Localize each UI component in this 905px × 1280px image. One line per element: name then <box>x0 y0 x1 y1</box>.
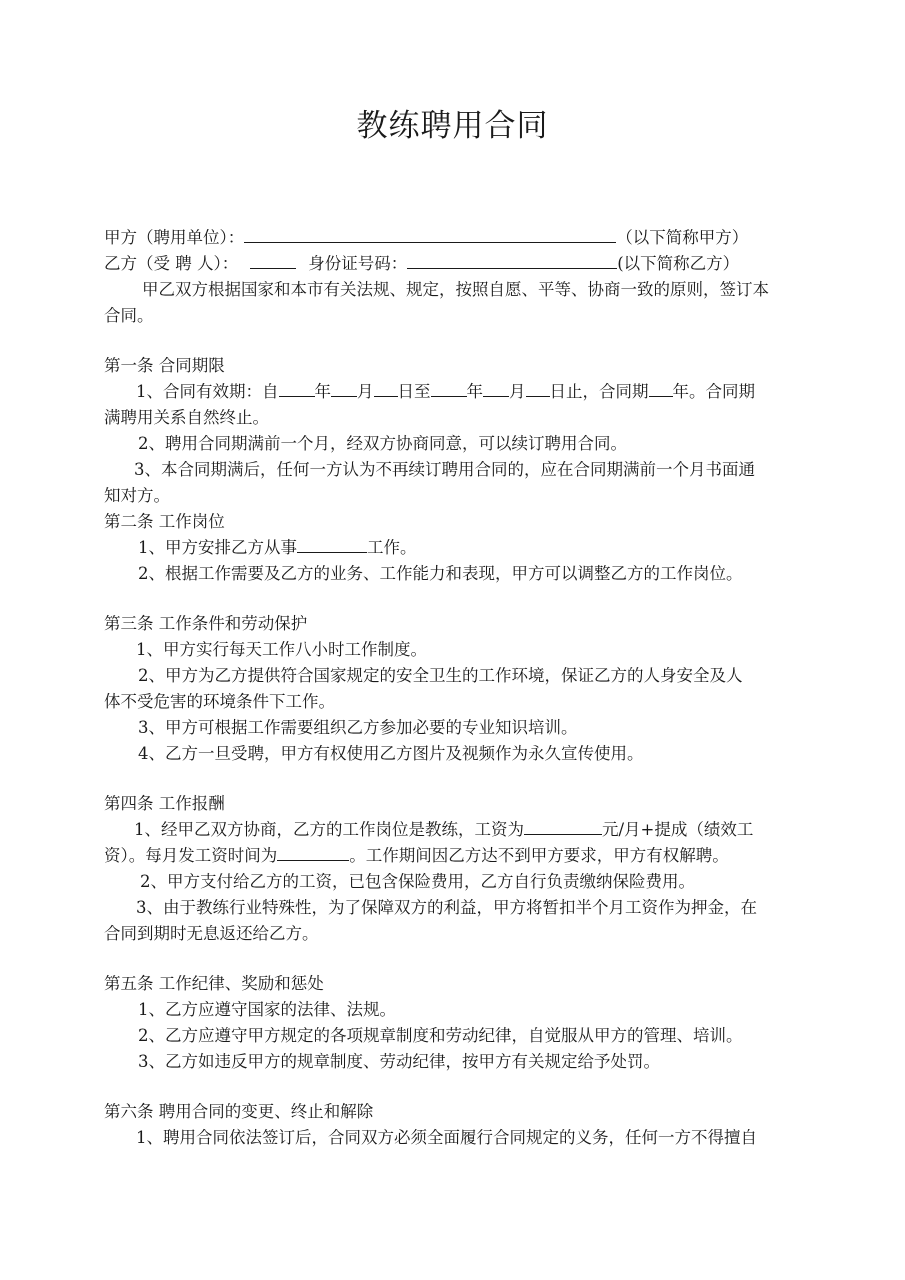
article-2-heading: 第二条 工作岗位 <box>104 512 225 531</box>
article-3-clause-2-cont: 体不受危害的环境条件下工作。 <box>104 692 335 711</box>
party-b-suffix: (以下简称乙方） <box>617 254 740 273</box>
party-a-label: 甲方（聘用单位）： <box>104 228 245 247</box>
article-4-clause-2: 2、甲方支付给乙方的工资，已包含保险费用，乙方自行负责缴纳保险费用。 <box>140 872 695 891</box>
party-b-line <box>104 252 739 276</box>
party-a-suffix: （以下简称甲方） <box>616 228 749 247</box>
party-b-id-label: 身份证号码： <box>308 254 408 273</box>
clause-text: 1、合同有效期：自 <box>136 382 279 401</box>
article-6-heading: 第六条 聘用合同的变更、终止和解除 <box>104 1102 374 1121</box>
article-4-clause-3: 3、由于教练行业特殊性，为了保障双方的利益，甲方将暂扣半个月工资作为押金，在 <box>136 898 757 917</box>
term-years-blank <box>649 380 673 397</box>
article-5-clause-1: 1、乙方应遵守国家的法律、法规。 <box>138 1000 396 1019</box>
clause-text: 元/月+提成（绩效工 <box>602 820 754 839</box>
article-1-clause-2: 2、聘用合同期满前一个月，经双方协商同意，可以续订聘用合同。 <box>138 434 627 453</box>
start-year-blank <box>279 380 315 397</box>
clause-text: 日止，合同期 <box>549 382 649 401</box>
article-4-heading: 第四条 工作报酬 <box>104 794 225 813</box>
party-a-line <box>104 226 748 250</box>
article-1-clause-1-cont: 满聘用关系自然终止。 <box>104 408 269 427</box>
clause-text: 资）。每月发工资时间为 <box>104 846 278 865</box>
article-5-heading: 第五条 工作纪律、奖励和惩处 <box>104 974 324 993</box>
clause-text: 日至 <box>397 382 431 401</box>
article-1-clause-3: 3、本合同期满后，任何一方认为不再续订聘用合同的，应在合同期满前一个月书面通 <box>134 460 755 479</box>
clause-text: 年。合同期 <box>672 382 755 401</box>
salary-blank <box>524 818 602 835</box>
clause-text: 月 <box>357 382 374 401</box>
clause-text: 年 <box>466 382 483 401</box>
end-day-blank <box>526 380 550 397</box>
article-3-clause-3: 3、甲方可根据工作需要组织乙方参加必要的专业知识培训。 <box>138 718 578 737</box>
article-4-clause-1 <box>134 818 753 842</box>
clause-text: 1、经甲乙双方协商，乙方的工作岗位是教练，工资为 <box>134 820 524 839</box>
article-5-clause-2: 2、乙方应遵守甲方规定的各项规章制度和劳动纪律，自觉服从甲方的管理、培训。 <box>138 1026 743 1045</box>
clause-text: 年 <box>314 382 331 401</box>
intro-line-1: 甲乙双方根据国家和本市有关法规、规定，按照自愿、平等、协商一致的原则，签订本 <box>142 280 769 299</box>
party-b-label: 乙方（受 聘 人）： <box>104 254 239 273</box>
clause-text: 1、甲方安排乙方从事 <box>138 538 297 557</box>
article-4-clause-3-cont: 合同到期时无息返还给乙方。 <box>104 924 319 943</box>
party-a-blank <box>244 226 616 243</box>
article-1-clause-1 <box>136 380 755 404</box>
pay-date-blank <box>277 844 349 861</box>
clause-text: 工作。 <box>367 538 417 557</box>
article-3-clause-4: 4、乙方一旦受聘，甲方有权使用乙方图片及视频作为永久宣传使用。 <box>138 744 644 763</box>
start-month-blank <box>331 380 357 397</box>
article-3-clause-2: 2、甲方为乙方提供符合国家规定的安全卫生的工作环境，保证乙方的人身安全及人 <box>138 666 743 685</box>
clause-text: 月 <box>509 382 526 401</box>
article-3-clause-1: 1、甲方实行每天工作八小时工作制度。 <box>136 640 427 659</box>
article-2-clause-1 <box>138 536 417 560</box>
document-title: 教练聘用合同 <box>356 108 549 144</box>
article-2-clause-2: 2、根据工作需要及乙方的业务、工作能力和表现，甲方可以调整乙方的工作岗位。 <box>138 564 743 583</box>
intro-line-2: 合同。 <box>104 306 154 325</box>
article-4-clause-1-cont <box>104 844 729 868</box>
article-6-clause-1: 1、聘用合同依法签订后，合同双方必须全面履行合同规定的义务，任何一方不得擅自 <box>136 1128 757 1147</box>
article-3-heading: 第三条 工作条件和劳动保护 <box>104 614 308 633</box>
article-1-clause-3-cont: 知对方。 <box>104 486 170 505</box>
start-day-blank <box>374 380 398 397</box>
end-month-blank <box>483 380 509 397</box>
clause-text: 。工作期间因乙方达不到甲方要求，甲方有权解聘。 <box>349 846 729 865</box>
job-title-blank <box>297 536 367 553</box>
party-b-name-blank <box>250 252 296 269</box>
party-b-id-blank <box>407 252 617 269</box>
article-1-heading: 第一条 合同期限 <box>104 356 225 375</box>
end-year-blank <box>431 380 467 397</box>
article-5-clause-3: 3、乙方如违反甲方的规章制度、劳动纪律，按甲方有关规定给予处罚。 <box>138 1052 660 1071</box>
